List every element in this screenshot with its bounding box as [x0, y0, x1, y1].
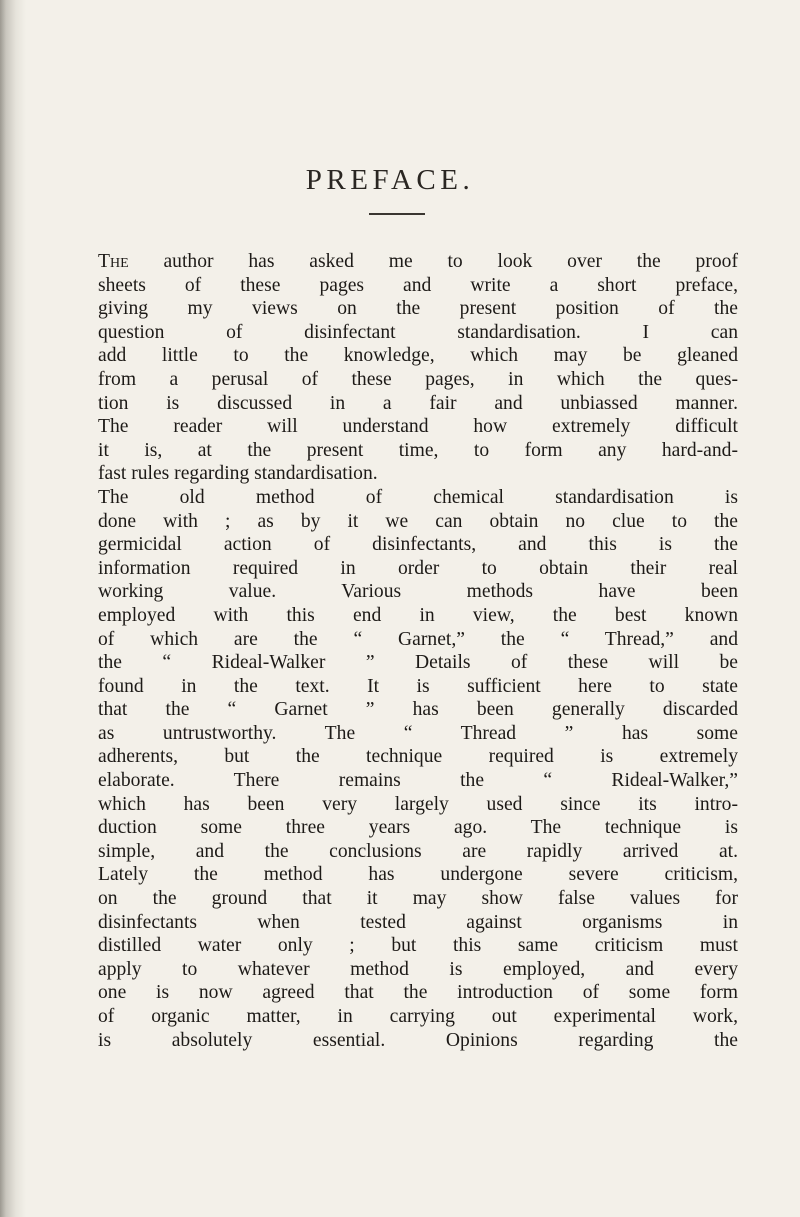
- text-line: of which are the “ Garnet,” the “ Thread,” and: [98, 628, 738, 650]
- preface-body: [98, 250, 738, 1052]
- page-heading: PREFACE.: [305, 164, 475, 196]
- first-word: The: [98, 251, 129, 272]
- text-line: is absolutely essential. Opinions regarding the: [98, 1029, 738, 1051]
- text-line: simple, and the conclusions are rapidly arrived at.: [98, 840, 738, 862]
- text-line: duction some three years ago. The technique is: [98, 817, 738, 839]
- text-line: on the ground that it may show false values for: [98, 888, 738, 910]
- text-line: giving my views on the present position of the: [98, 298, 738, 320]
- text-line: employed with this end in view, the best known: [98, 604, 738, 626]
- text-line: one is now agreed that the introduction of some form: [98, 982, 738, 1004]
- text-line: germicidal action of disinfectants, and this is the: [98, 534, 738, 556]
- text-line: which has been very largely used since its intro-: [98, 793, 738, 815]
- text-line: The author has asked me to look over the proof: [98, 251, 738, 272]
- text-line: information required in order to obtain their real: [98, 557, 738, 579]
- text-line: from a perusal of these pages, in which the ques-: [98, 368, 738, 390]
- text-line: tion is discussed in a fair and unbiassed manner.: [98, 392, 738, 414]
- text-line: elaborate. There remains the “ Rideal-Walker,”: [98, 770, 738, 792]
- text-line: sheets of these pages and write a short preface,: [98, 274, 738, 296]
- text-line: The reader will understand how extremely difficult: [98, 416, 738, 438]
- text-line: it is, at the present time, to form any hard-and-: [98, 439, 738, 461]
- text-line: apply to whatever method is employed, and every: [98, 958, 738, 980]
- text-line: of organic matter, in carrying out experimental work,: [98, 1006, 738, 1027]
- text-line: done with ; as by it we can obtain no clue to the: [98, 510, 738, 532]
- text-line: The old method of chemical standardisation is: [98, 486, 738, 508]
- text-line: that the “ Garnet ” has been generally discarded: [98, 699, 738, 721]
- text-line: found in the text. It is sufficient here to state: [98, 675, 738, 697]
- text-line: fast rules regarding standardisation.: [98, 463, 378, 485]
- text-line: adherents, but the technique required is extremely: [98, 746, 738, 768]
- text-line: distilled water only ; but this same criticism must: [98, 935, 738, 957]
- text-line: question of disinfectant standardisation. I can: [98, 321, 738, 343]
- text-line: working value. Various methods have been: [98, 581, 738, 603]
- text-line: Lately the method has undergone severe criticism,: [98, 864, 738, 886]
- text-line: disinfectants when tested against organisms in: [98, 911, 738, 933]
- heading-rule: [369, 213, 425, 215]
- binding-gutter: [0, 0, 26, 1217]
- text-line: add little to the knowledge, which may be gleaned: [98, 345, 738, 367]
- text-line: the “ Rideal-Walker ” Details of these will be: [98, 652, 738, 674]
- text-line: as untrustworthy. The “ Thread ” has some: [98, 722, 738, 744]
